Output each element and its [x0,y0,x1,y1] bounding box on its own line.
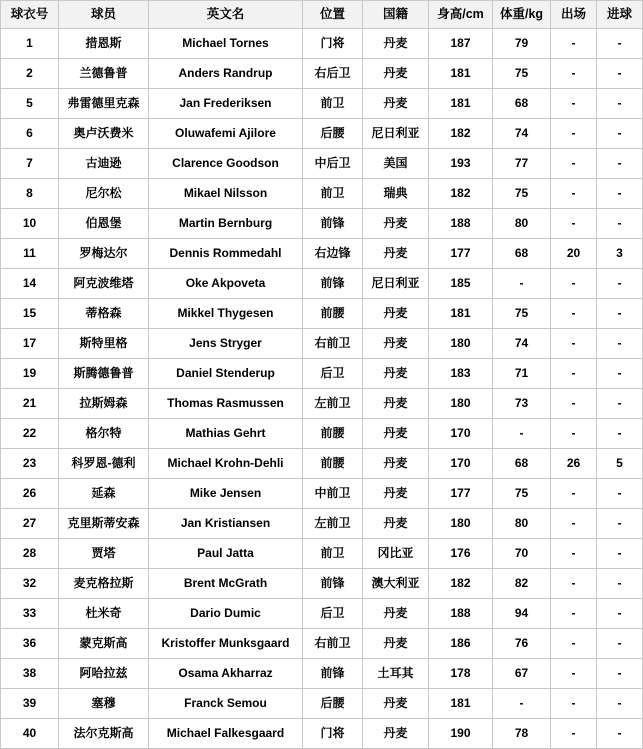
cell-position: 前卫 [303,179,363,209]
cell-english-name: Daniel Stenderup [149,359,303,389]
cell-player: 塞穆 [59,689,149,719]
cell-nationality: 尼日利亚 [363,119,429,149]
cell-english-name: Clarence Goodson [149,149,303,179]
cell-goals: - [597,149,643,179]
cell-player: 蒙克斯高 [59,629,149,659]
cell-height: 182 [429,569,493,599]
table-row [1,599,643,629]
cell-shirt-number: 21 [1,389,59,419]
table-header [1,1,643,29]
cell-appearances: - [551,569,597,599]
cell-english-name: Anders Randrup [149,59,303,89]
cell-english-name: Oke Akpoveta [149,269,303,299]
cell-weight: 68 [493,239,551,269]
cell-goals: - [597,629,643,659]
cell-nationality: 丹麦 [363,239,429,269]
cell-player: 措恩斯 [59,29,149,59]
cell-nationality: 丹麦 [363,419,429,449]
cell-english-name: Thomas Rasmussen [149,389,303,419]
cell-shirt-number: 19 [1,359,59,389]
table-row [1,629,643,659]
table-row [1,419,643,449]
cell-nationality: 丹麦 [363,509,429,539]
cell-appearances: - [551,659,597,689]
cell-player: 科罗恩-德利 [59,449,149,479]
cell-nationality: 尼日利亚 [363,269,429,299]
cell-position: 右边锋 [303,239,363,269]
cell-player: 法尔克斯高 [59,719,149,749]
cell-position: 右前卫 [303,329,363,359]
cell-appearances: - [551,359,597,389]
cell-player: 杜米奇 [59,599,149,629]
table-row [1,329,643,359]
cell-english-name: Dario Dumic [149,599,303,629]
cell-height: 176 [429,539,493,569]
cell-shirt-number: 22 [1,419,59,449]
cell-height: 181 [429,689,493,719]
cell-weight: - [493,419,551,449]
table-row [1,689,643,719]
cell-weight: 67 [493,659,551,689]
cell-goals: - [597,569,643,599]
cell-appearances: - [551,509,597,539]
column-header-english-name: 英文名 [149,1,303,29]
cell-goals: - [597,179,643,209]
cell-weight: 71 [493,359,551,389]
cell-height: 185 [429,269,493,299]
cell-goals: - [597,509,643,539]
cell-height: 170 [429,419,493,449]
cell-shirt-number: 8 [1,179,59,209]
cell-english-name: Michael Krohn-Dehli [149,449,303,479]
cell-weight: 74 [493,329,551,359]
table-row [1,179,643,209]
cell-height: 187 [429,29,493,59]
table-row [1,119,643,149]
cell-nationality: 丹麦 [363,599,429,629]
cell-nationality: 丹麦 [363,689,429,719]
cell-position: 前腰 [303,449,363,479]
cell-nationality: 瑞典 [363,179,429,209]
cell-goals: - [597,89,643,119]
column-header-shirt-number: 球衣号 [1,1,59,29]
cell-appearances: - [551,179,597,209]
cell-player: 麦克格拉斯 [59,569,149,599]
cell-shirt-number: 26 [1,479,59,509]
cell-position: 前卫 [303,539,363,569]
cell-position: 前锋 [303,209,363,239]
cell-player: 贾塔 [59,539,149,569]
cell-nationality: 丹麦 [363,89,429,119]
cell-position: 后卫 [303,359,363,389]
cell-appearances: - [551,59,597,89]
cell-goals: - [597,209,643,239]
cell-goals: - [597,599,643,629]
cell-appearances: 26 [551,449,597,479]
cell-english-name: Dennis Rommedahl [149,239,303,269]
cell-nationality: 丹麦 [363,329,429,359]
cell-appearances: - [551,629,597,659]
cell-english-name: Kristoffer Munksgaard [149,629,303,659]
cell-height: 181 [429,59,493,89]
cell-weight: 75 [493,299,551,329]
cell-height: 180 [429,389,493,419]
cell-weight: 68 [493,449,551,479]
cell-english-name: Brent McGrath [149,569,303,599]
cell-nationality: 丹麦 [363,359,429,389]
table-row [1,539,643,569]
cell-position: 左前卫 [303,509,363,539]
cell-english-name: Oluwafemi Ajilore [149,119,303,149]
cell-height: 177 [429,479,493,509]
cell-position: 门将 [303,719,363,749]
cell-nationality: 土耳其 [363,659,429,689]
table-row [1,89,643,119]
cell-english-name: Jan Kristiansen [149,509,303,539]
cell-shirt-number: 2 [1,59,59,89]
cell-goals: - [597,539,643,569]
cell-english-name: Franck Semou [149,689,303,719]
cell-shirt-number: 33 [1,599,59,629]
cell-shirt-number: 1 [1,29,59,59]
cell-weight: 70 [493,539,551,569]
cell-player: 拉斯姆森 [59,389,149,419]
table-row [1,479,643,509]
table-body [1,29,643,749]
cell-weight: 75 [493,479,551,509]
cell-height: 193 [429,149,493,179]
cell-appearances: - [551,209,597,239]
cell-appearances: - [551,479,597,509]
column-header-player: 球员 [59,1,149,29]
table-row [1,389,643,419]
cell-appearances: - [551,329,597,359]
cell-position: 前卫 [303,89,363,119]
cell-shirt-number: 36 [1,629,59,659]
cell-player: 蒂格森 [59,299,149,329]
cell-position: 后腰 [303,689,363,719]
table-row [1,209,643,239]
cell-goals: - [597,689,643,719]
table-row [1,719,643,749]
cell-height: 190 [429,719,493,749]
cell-appearances: - [551,89,597,119]
cell-goals: - [597,29,643,59]
cell-position: 中前卫 [303,479,363,509]
cell-nationality: 丹麦 [363,629,429,659]
cell-player: 罗梅达尔 [59,239,149,269]
cell-shirt-number: 7 [1,149,59,179]
cell-position: 门将 [303,29,363,59]
cell-english-name: Mike Jensen [149,479,303,509]
cell-height: 170 [429,449,493,479]
cell-height: 188 [429,209,493,239]
column-header-height: 身高/cm [429,1,493,29]
cell-weight: - [493,689,551,719]
cell-player: 弗雷德里克森 [59,89,149,119]
cell-player: 阿哈拉兹 [59,659,149,689]
cell-appearances: - [551,119,597,149]
cell-height: 181 [429,89,493,119]
cell-position: 左前卫 [303,389,363,419]
table-row [1,29,643,59]
cell-height: 180 [429,509,493,539]
cell-english-name: Mikkel Thygesen [149,299,303,329]
cell-appearances: - [551,29,597,59]
cell-nationality: 丹麦 [363,209,429,239]
cell-goals: 3 [597,239,643,269]
cell-shirt-number: 10 [1,209,59,239]
cell-shirt-number: 15 [1,299,59,329]
cell-shirt-number: 39 [1,689,59,719]
cell-player: 斯腾德鲁普 [59,359,149,389]
cell-weight: 75 [493,179,551,209]
cell-player: 斯特里格 [59,329,149,359]
cell-nationality: 澳大利亚 [363,569,429,599]
cell-weight: 76 [493,629,551,659]
cell-appearances: - [551,389,597,419]
cell-goals: - [597,329,643,359]
cell-english-name: Paul Jatta [149,539,303,569]
cell-position: 前锋 [303,269,363,299]
cell-height: 181 [429,299,493,329]
cell-shirt-number: 5 [1,89,59,119]
cell-english-name: Jens Stryger [149,329,303,359]
cell-appearances: 20 [551,239,597,269]
cell-position: 前锋 [303,659,363,689]
cell-appearances: - [551,149,597,179]
cell-weight: 73 [493,389,551,419]
cell-goals: - [597,359,643,389]
cell-shirt-number: 11 [1,239,59,269]
cell-goals: 5 [597,449,643,479]
cell-goals: - [597,389,643,419]
cell-shirt-number: 38 [1,659,59,689]
table-row [1,359,643,389]
cell-weight: 94 [493,599,551,629]
cell-shirt-number: 23 [1,449,59,479]
cell-appearances: - [551,599,597,629]
cell-player: 阿克波维塔 [59,269,149,299]
table-row [1,569,643,599]
cell-weight: 75 [493,59,551,89]
cell-player: 尼尔松 [59,179,149,209]
table-header-row [1,1,643,29]
cell-weight: - [493,269,551,299]
cell-english-name: Osama Akharraz [149,659,303,689]
cell-height: 182 [429,119,493,149]
cell-weight: 82 [493,569,551,599]
cell-english-name: Michael Tornes [149,29,303,59]
cell-nationality: 丹麦 [363,59,429,89]
table-row [1,59,643,89]
cell-position: 后腰 [303,119,363,149]
cell-nationality: 丹麦 [363,449,429,479]
cell-goals: - [597,269,643,299]
cell-appearances: - [551,299,597,329]
cell-nationality: 丹麦 [363,29,429,59]
cell-goals: - [597,659,643,689]
cell-shirt-number: 28 [1,539,59,569]
cell-nationality: 美国 [363,149,429,179]
cell-nationality: 冈比亚 [363,539,429,569]
cell-appearances: - [551,539,597,569]
column-header-appearances: 出场 [551,1,597,29]
cell-goals: - [597,59,643,89]
cell-appearances: - [551,719,597,749]
cell-shirt-number: 40 [1,719,59,749]
cell-weight: 79 [493,29,551,59]
cell-height: 186 [429,629,493,659]
table-row [1,149,643,179]
cell-player: 古迪逊 [59,149,149,179]
cell-nationality: 丹麦 [363,299,429,329]
cell-nationality: 丹麦 [363,479,429,509]
cell-height: 180 [429,329,493,359]
table-row [1,509,643,539]
cell-position: 中后卫 [303,149,363,179]
cell-shirt-number: 17 [1,329,59,359]
cell-player: 伯恩堡 [59,209,149,239]
cell-weight: 74 [493,119,551,149]
cell-weight: 68 [493,89,551,119]
cell-goals: - [597,119,643,149]
cell-player: 兰德鲁普 [59,59,149,89]
cell-goals: - [597,479,643,509]
cell-height: 183 [429,359,493,389]
cell-position: 前锋 [303,569,363,599]
table-row [1,269,643,299]
column-header-nationality: 国籍 [363,1,429,29]
cell-goals: - [597,299,643,329]
cell-nationality: 丹麦 [363,719,429,749]
table-row [1,299,643,329]
cell-english-name: Mathias Gehrt [149,419,303,449]
cell-position: 右后卫 [303,59,363,89]
cell-goals: - [597,419,643,449]
cell-height: 178 [429,659,493,689]
column-header-goals: 进球 [597,1,643,29]
cell-position: 右前卫 [303,629,363,659]
cell-height: 182 [429,179,493,209]
table-row [1,449,643,479]
cell-goals: - [597,719,643,749]
cell-height: 188 [429,599,493,629]
cell-weight: 77 [493,149,551,179]
cell-weight: 80 [493,509,551,539]
cell-english-name: Mikael Nilsson [149,179,303,209]
cell-player: 奥卢沃费米 [59,119,149,149]
cell-english-name: Martin Bernburg [149,209,303,239]
cell-position: 后卫 [303,599,363,629]
cell-shirt-number: 14 [1,269,59,299]
cell-shirt-number: 6 [1,119,59,149]
cell-shirt-number: 32 [1,569,59,599]
cell-weight: 78 [493,719,551,749]
cell-shirt-number: 27 [1,509,59,539]
cell-position: 前腰 [303,299,363,329]
table-row [1,659,643,689]
cell-weight: 80 [493,209,551,239]
table-row [1,239,643,269]
cell-player: 延森 [59,479,149,509]
cell-english-name: Jan Frederiksen [149,89,303,119]
cell-player: 克里斯蒂安森 [59,509,149,539]
cell-position: 前腰 [303,419,363,449]
cell-player: 格尔特 [59,419,149,449]
cell-height: 177 [429,239,493,269]
cell-appearances: - [551,419,597,449]
column-header-position: 位置 [303,1,363,29]
cell-appearances: - [551,689,597,719]
cell-appearances: - [551,269,597,299]
cell-english-name: Michael Falkesgaard [149,719,303,749]
column-header-weight: 体重/kg [493,1,551,29]
cell-nationality: 丹麦 [363,389,429,419]
